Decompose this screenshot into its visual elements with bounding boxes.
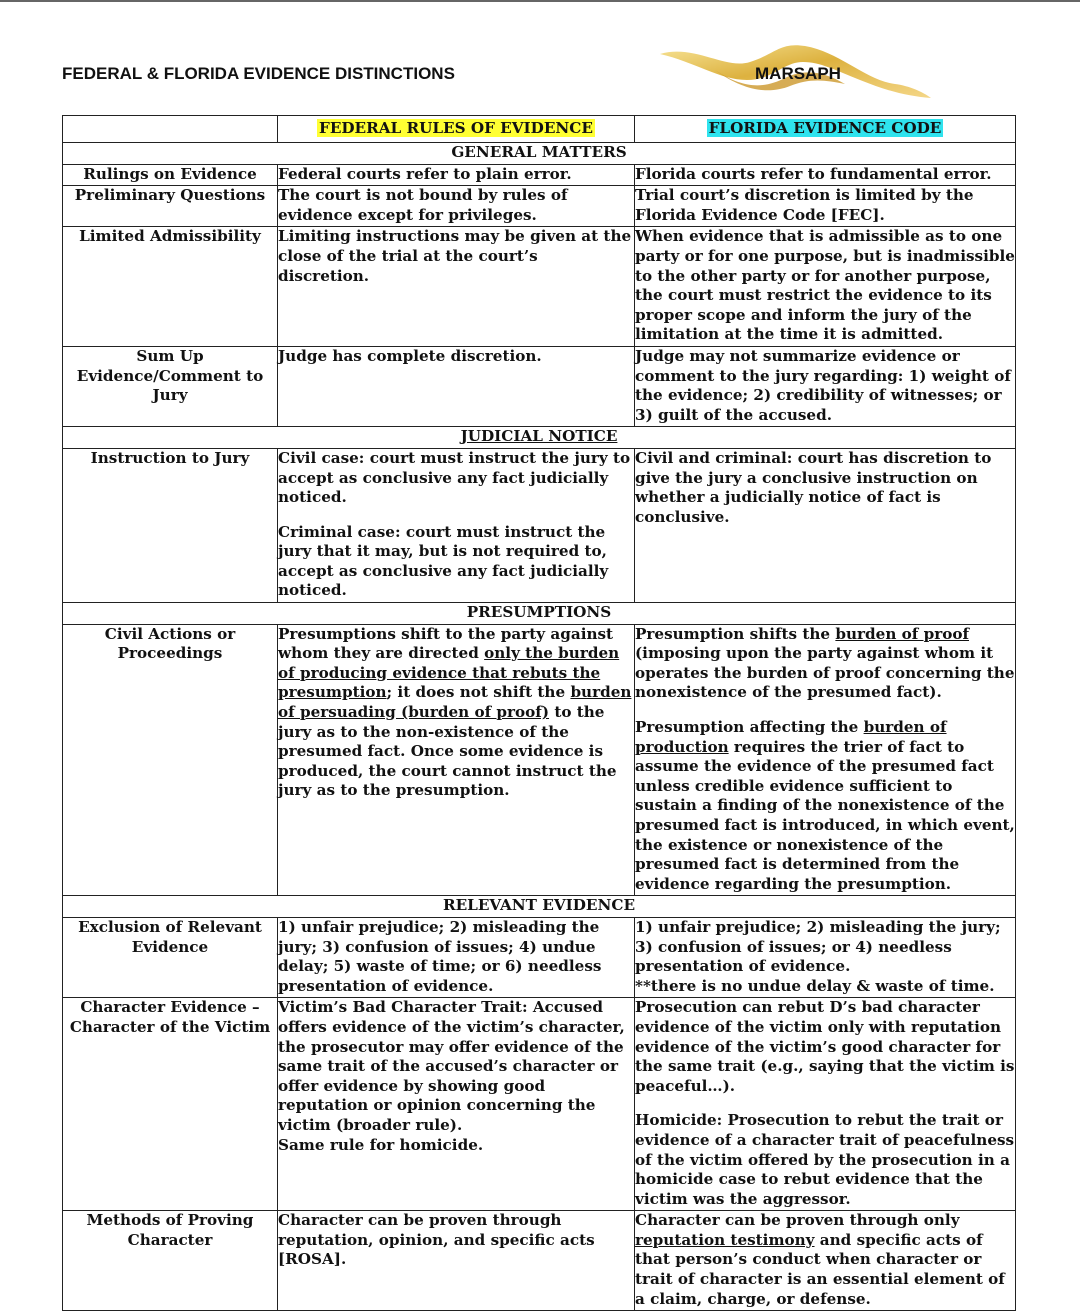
florida-paragraph: Homicide: Prosecution to rebut the trait or evidence of a character trait of peacefulness of the victim offered by the prosecution in a homicide case to rebut evidence that the victim was the aggressor. (635, 1111, 1015, 1208)
section-row (63, 143, 1016, 165)
federal-column-header: FEDERAL RULES OF EVIDENCE (278, 116, 635, 143)
federal-cell: Character can be proven through reputation, opinion, and specific acts [ROSA]. (278, 1211, 635, 1311)
table-row (63, 346, 1016, 426)
row-label: Character Evidence – Character of the Victim (63, 998, 278, 1211)
row-label: Civil Actions or Proceedings (63, 624, 278, 896)
section-judicial-notice: JUDICIAL NOTICE (63, 427, 1016, 449)
florida-paragraph: Presumption shifts the burden of proof (imposing upon the party against whom it operates the burden of proof concerning the nonexistence of the presumed fact). (635, 624, 1015, 702)
brand-name: MARSAPH (755, 64, 841, 83)
top-border-line (0, 0, 1080, 2)
section-relevant-evidence: RELEVANT EVIDENCE (63, 896, 1016, 918)
row-label: Exclusion of Relevant Evidence (63, 917, 278, 997)
evidence-comparison-table (62, 115, 1016, 1311)
document-title: FEDERAL & FLORIDA EVIDENCE DISTINCTIONS (62, 64, 455, 83)
table-row (63, 998, 1016, 1211)
table-row (63, 227, 1016, 347)
florida-cell: Trial court’s discretion is limited by the Florida Evidence Code [FEC]. (635, 186, 1016, 227)
section-general-matters: GENERAL MATTERS (63, 143, 1016, 165)
blank-corner-cell (63, 116, 278, 143)
federal-cell: The court is not bound by rules of evidence except for privileges. (278, 186, 635, 227)
federal-civil-text: Civil case: court must instruct the jury to accept as conclusive any fact judicially noticed. (278, 448, 631, 507)
florida-cell: Judge may not summarize evidence or comment to the jury regarding: 1) weight of the evidence; 2) credibility of witnesses; or 3) guilt of the accused. (635, 346, 1016, 426)
florida-cell: Character can be proven through only reputation testimony and specific acts of that person’s conduct when character or trait of character is an essential element of a claim, charge, or defense. (635, 1211, 1016, 1311)
section-row (63, 896, 1016, 918)
florida-cell: Florida courts refer to fundamental error. (635, 164, 1016, 186)
table-row (63, 624, 1016, 896)
florida-cell: 1) unfair prejudice; 2) misleading the jury; 3) confusion of issues; or 4) needless presentation of evidence. **there is no undue delay & waste of time. (635, 917, 1016, 997)
federal-note: Same rule for homicide. (278, 1135, 484, 1154)
row-label: Preliminary Questions (63, 186, 278, 227)
table-row (63, 186, 1016, 227)
florida-paragraph: Prosecution can rebut D’s bad character evidence of the victim only with reputation evidence of the victim’s good character for the same trait (e.g., saying that the victim is peaceful…). (635, 998, 1015, 1095)
federal-cell: Judge has complete discretion. (278, 346, 635, 426)
section-presumptions: PRESUMPTIONS (63, 603, 1016, 625)
federal-cell: Victim’s Bad Character Trait: Accused offers evidence of the victim’s character, the prosecutor may offer evidence of the same trait of the accused’s character or offer evidence by showing good reputation or opinion concerning the victim (broader rule). Same rule for homicide. (278, 998, 635, 1211)
florida-column-header: FLORIDA EVIDENCE CODE (635, 116, 1016, 143)
row-label: Sum Up Evidence/Comment to Jury (63, 346, 278, 426)
table-row (63, 917, 1016, 997)
florida-cell (635, 998, 1016, 1211)
florida-cell (635, 624, 1016, 896)
column-header-row (63, 116, 1016, 143)
table-row (63, 448, 1016, 602)
federal-cell (278, 448, 635, 602)
table-row (63, 1211, 1016, 1311)
table-row (63, 164, 1016, 186)
row-label: Instruction to Jury (63, 448, 278, 602)
florida-cell: Civil and criminal: court has discretion to give the jury a conclusive instruction on whether a judicially notice of fact is conclusive. (635, 448, 1016, 602)
row-label: Limited Admissibility (63, 227, 278, 347)
federal-cell: Presumptions shift to the party against whom they are directed only the burden of producing evidence that rebuts the presumption; it does not shift the burden of persuading (burden of proof) to the jury as to the non-existence of the presumed fact. Once some evidence is produced, the court cannot instruct the jury as to the presumption. (278, 624, 635, 896)
florida-note: **there is no undue delay & waste of time. (635, 976, 995, 995)
row-label: Methods of Proving Character (63, 1211, 278, 1311)
federal-cell: Federal courts refer to plain error. (278, 164, 635, 186)
florida-paragraph: Presumption affecting the burden of production requires the trier of fact to assume the evidence of the presumed fact unless credible evidence sufficient to sustain a finding of the nonexistence of the presumed fact is introduced, in which event, the existence or nonexistence of the presumed fact is determined from the evidence regarding the presumption. (635, 718, 1015, 893)
row-label: Rulings on Evidence (63, 164, 278, 186)
florida-cell: When evidence that is admissible as to one party or for one purpose, but is inadmissible to the other party or for another purpose, the court must restrict the evidence to its proper scope and inform the jury of the limitation at the time it is admitted. (635, 227, 1016, 347)
section-row (63, 427, 1016, 449)
section-row (63, 603, 1016, 625)
federal-cell: 1) unfair prejudice; 2) misleading the jury; 3) confusion of issues; 4) undue delay; 5) waste of time; or 6) needless presentation of evidence. (278, 917, 635, 997)
federal-cell: Limiting instructions may be given at the close of the trial at the court’s discretion. (278, 227, 635, 347)
federal-criminal-text: Criminal case: court must instruct the jury that it may, but is not required to, accept as conclusive any fact judicially noticed. (278, 522, 609, 600)
